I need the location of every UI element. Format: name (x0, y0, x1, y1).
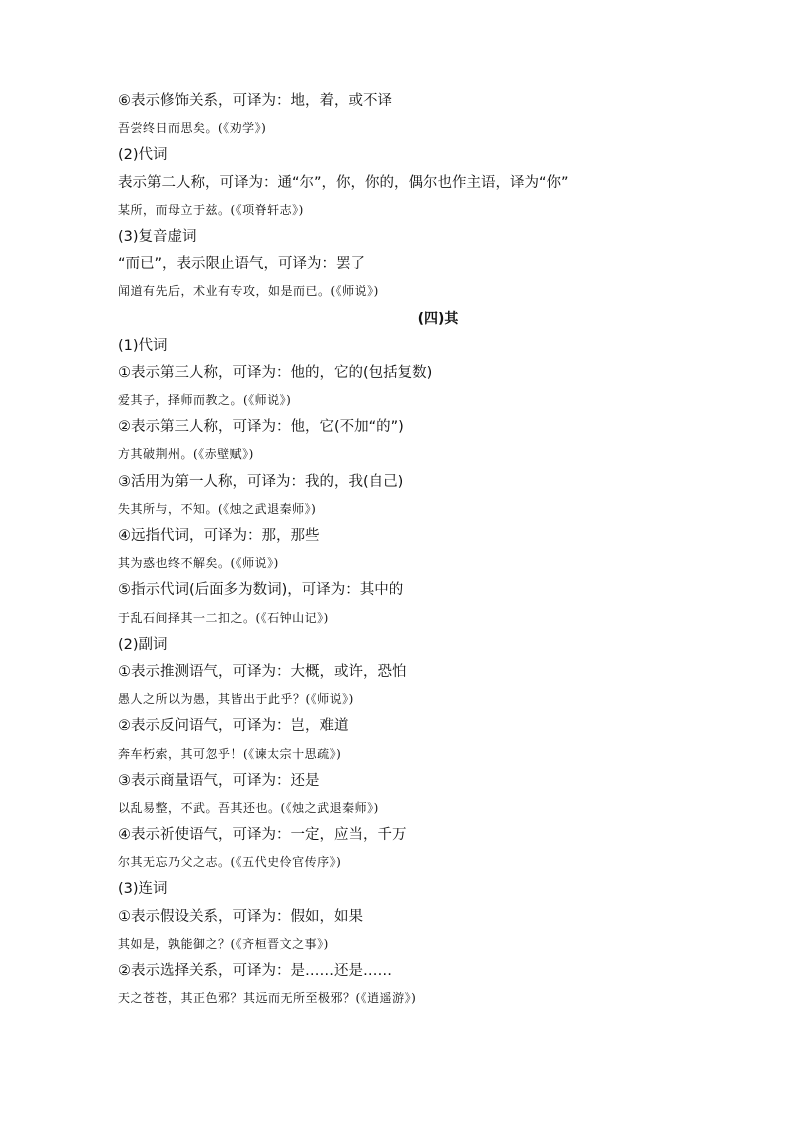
example-sentence: 天之苍苍，其正色邪？其远而无所至极邪？(《逍遥游》) (118, 991, 417, 1006)
example-sentence: 闻道有先后，术业有专攻，如是而已。(《师说》) (118, 284, 379, 299)
definition-line: ④远指代词，可译为：那，那些 (118, 528, 320, 544)
definition-line: “而已”，表示限止语气，可译为：罢了 (118, 256, 366, 273)
category-heading: (1)代词 (118, 337, 168, 354)
definition-line: ②表示反问语气，可译为：岂，难道 (118, 718, 349, 735)
category-heading: (2)副词 (118, 636, 168, 653)
definition-line: ①表示第三人称，可译为：他的，它的(包括复数) (118, 364, 433, 381)
definition-line: 表示第二人称，可译为：通“尔”，你，你的，偶尔也作主语，译为“你” (118, 174, 569, 191)
definition-line: ④表示祈使语气，可译为：一定，应当，千万 (118, 827, 407, 844)
example-sentence: 失其所与，不知。(《烛之武退秦师》) (118, 501, 317, 516)
example-sentence: 吾尝终日而思矣。(《劝学》) (118, 121, 267, 136)
example-sentence: 其为惑也终不解矣。(《师说》) (118, 556, 279, 571)
definition-line: ⑥表示修饰关系，可译为：地，着，或不译 (118, 93, 392, 109)
example-sentence: 以乱易整，不武。吾其还也。(《烛之武退秦师》) (118, 800, 379, 815)
definition-line: ③表示商量语气，可译为：还是 (118, 772, 320, 789)
section-heading: (四)其 (417, 310, 459, 327)
category-heading: (3)复音虚词 (118, 228, 197, 245)
definition-line: ①表示假设关系，可译为：假如，如果 (118, 908, 363, 925)
definition-line: ③活用为第一人称，可译为：我的，我(自己) (118, 473, 404, 490)
example-sentence: 奔车朽索，其可忽乎！(《谏太宗十思疏》) (118, 746, 342, 761)
document-body (118, 88, 738, 1012)
example-sentence: 愚人之所以为愚，其皆出于此乎？(《师说》) (118, 692, 354, 707)
example-sentence: 方其破荆州。(《赤壁赋》) (118, 447, 254, 462)
category-heading: (3)连词 (118, 881, 168, 898)
example-sentence: 爱其子，择师而教之。(《师说》) (118, 393, 292, 408)
category-heading: (2)代词 (118, 147, 168, 164)
example-sentence: 其如是，孰能御之？(《齐桓晋文之事》) (118, 936, 329, 951)
definition-line: ②表示选择关系，可译为：是……还是…… (118, 963, 392, 979)
definition-line: ⑤指示代词(后面多为数词)，可译为：其中的 (118, 582, 404, 599)
example-sentence: 某所，而母立于兹。(《项脊轩志》) (118, 202, 304, 217)
definition-line: ①表示推测语气，可译为：大概，或许，恐怕 (118, 663, 407, 680)
example-sentence: 于乱石间择其一二扣之。(《石钟山记》) (118, 610, 329, 625)
definition-line: ②表示第三人称，可译为：他，它(不加“的”) (118, 419, 404, 436)
example-sentence: 尔其无忘乃父之志。(《五代史伶官传序》) (118, 855, 342, 870)
